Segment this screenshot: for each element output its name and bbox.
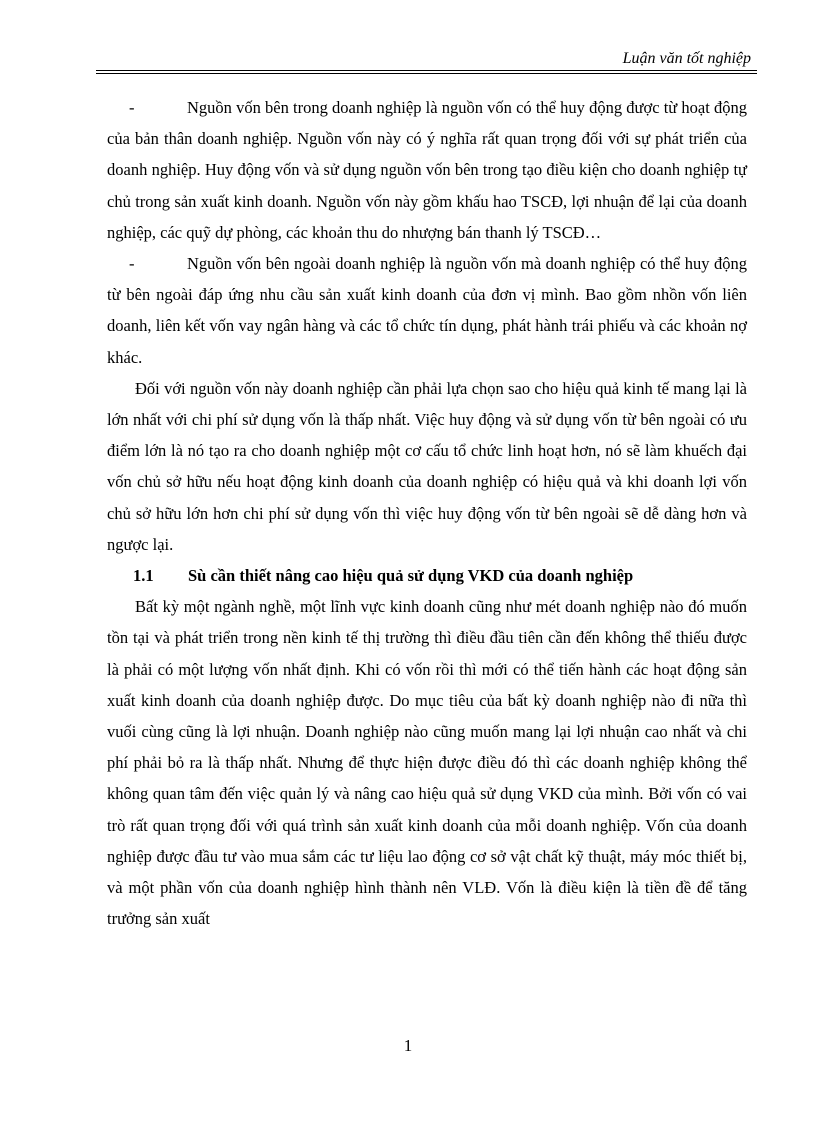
paragraph-external-capital (107, 248, 747, 373)
bullet-dash: - (129, 98, 135, 117)
document-body (107, 92, 747, 934)
paragraph-capital-selection: Đối với nguồn vốn này doanh nghiệp cần phải lựa chọn sao cho hiệu quả kinh tế mang lại là lớn nhất với chi phí sử dụng vốn là thấp nhất. Việc huy động và sử dụng vốn từ bên ngoài có ưu điểm lớn là nó tạo ra cho doanh nghiệp một cơ cấu tổ chức linh hoạt hơn, nó sẽ làm khuếch đại vốn chủ sở hữu nếu hoạt động kinh doanh của doanh nghiệp có hiệu quả và khi doanh lợi vốn chủ sở hữu lớn hơn chi phí sử dụng vốn thì việc huy động vốn từ bên ngoài sẽ dễ dàng hơn và ngược lại. (107, 378, 747, 554)
paragraph-text: Nguồn vốn bên ngoài doanh nghiệp là nguồn vốn mà doanh nghiệp có thể huy động từ bên ngoài đáp ứng nhu cầu sản xuất kinh doanh của đơn vị mình. Bao gồm nhồn vốn liên doanh, liên kết vốn vay ngân hàng và các tổ chức tín dụng, phát hành trái phiếu và các khoản nợ khác. (107, 254, 747, 367)
section-number: 1.1 (133, 566, 154, 586)
header-title: Luận văn tốt nghiệp (622, 50, 751, 67)
paragraph-text: Nguồn vốn bên trong doanh nghiệp là nguồn vốn có thể huy động được từ hoạt động của bản thân doanh nghiệp. Nguồn vốn này có ý nghĩa rất quan trọng đối với sự phát triển của doanh nghiệp. Huy động vốn và sử dụng nguồn vốn bên trong tạo điều kiện cho doanh nghiệp tự chủ trong sản xuất kinh doanh. Nguồn vốn này gồm khấu hao TSCĐ, lợi nhuận để lại của doanh nghiệp, các quỹ dự phòng, các khoản thu do nhượng bán thanh lý TSCĐ… (107, 98, 747, 242)
section-title: Sù cần thiết nâng cao hiệu quả sử dụng VKD của doanh nghiệp (188, 566, 634, 586)
bullet-dash: - (129, 254, 135, 274)
paragraph-internal-capital (107, 92, 747, 248)
page-number: 1 (403, 1036, 413, 1055)
section-heading (107, 560, 747, 591)
paragraph-necessity: Bất kỳ một ngành nghề, một lĩnh vực kinh doanh cũng như mét doanh nghiệp nào đó muốn tồn tại và phát triển trong nền kinh tế thị trường thì điều đầu tiên cần đến không thể thiếu được là phải có một lượng vốn nhất định. Khi có vốn rồi thì mới có thể tiến hành các hoạt động sản xuất kinh doanh của doanh nghiệp được. Do mục tiêu của bất kỳ doanh nghiệp nào đi nữa thì vuối cùng cũng là lợi nhuận. Doanh nghiệp nào cũng muốn mang lại lợi nhuận cao nhất và chi phí phải bỏ ra là thấp nhất. Nhưng để thực hiện được điều đó thì các doanh nghiệp không thể không quan tâm đến việc quản lý và nâng cao hiệu quả sử dụng VKD của mình. Bởi vốn có vai trò rất quan trọng đối với quá trình sản xuất kinh doanh của mỗi doanh nghiệp. Vốn của doanh nghiệp được đầu tư vào mua sắm các tư liệu lao động cơ sở vật chất kỹ thuật, máy móc thiết bị, và một phần vốn của doanh nghiệp hình thành nên VLĐ. Vốn là điều kiện là tiền đề để tăng trưởng sản xuất (107, 597, 747, 929)
page-header (96, 44, 757, 71)
